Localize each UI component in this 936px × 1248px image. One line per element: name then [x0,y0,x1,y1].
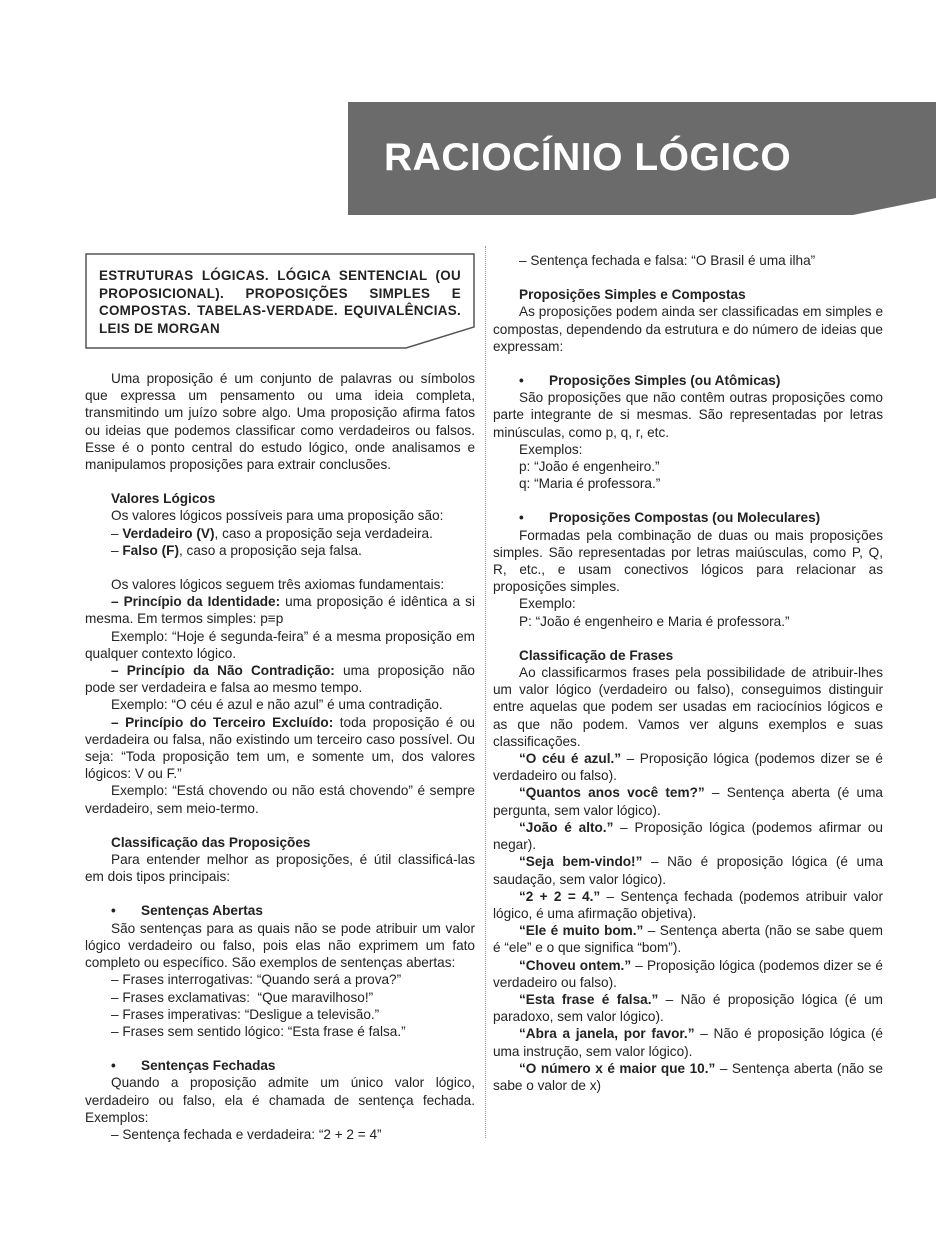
intro-paragraph: Uma proposição é um conjunto de palavras ou símbolos que expressa um pensamento ou uma ideia completa, transmitindo um juízo sobre algo. Uma proposição afirma fatos ou ideias que podemos classificar como verdadeiros ou falsos. Esse é o ponto central do estudo lógico, onde analisamos e manipulamos proposições para extrair conclusões. [85,371,475,473]
left-column [85,370,475,1143]
bullet-heading: • Proposições Simples (ou Atômicas) [519,373,781,389]
list-item: – Verdadeiro (V), caso a proposição seja verdadeira. [111,525,433,541]
right-column [493,252,883,1094]
example-item: “Seja bem-vindo!” – Não é proposição lógica (é uma saudação, sem valor lógico). [493,854,884,887]
example-item: “Ele é muito bom.” – Sentença aberta (não se sabe quem é “ele” e o que significa “bom”). [493,923,884,956]
list-item: – Falso (F), caso a proposição seja falsa. [111,542,362,558]
bullet-icon: • [519,373,524,389]
paragraph: Os valores lógicos seguem três axiomas fundamentais: [111,577,445,593]
paragraph: – Princípio da Identidade: uma proposição é idêntica a si mesma. Em termos simples: p≡p [85,594,475,627]
paragraph: Exemplo: “Está chovendo ou não está chovendo” é sempre verdadeiro, sem meio-termo. [85,783,475,816]
paragraph: Quando a proposição admite um único valor lógico, verdadeiro ou falso, ela é chamada de sentença fechada. Exemplos: [85,1075,475,1125]
example-item: “Quantos anos você tem?” – Sentença aberta (é uma pergunta, sem valor lógico). [493,785,883,818]
example-item: “Abra a janela, por favor.” – Não é proposição lógica (é uma instrução, sem valor lógico). [493,1026,883,1059]
paragraph: São sentenças para as quais não se pode atribuir um valor lógico verdadeiro ou falso, pois elas não exprimem um fato completo ou específico. São exemplos de sentenças abertas: [85,920,475,971]
example-item: “O céu é azul.” – Proposição lógica (podemos dizer se é verdadeiro ou falso). [493,751,883,784]
bullet-heading: • Sentenças Fechadas [111,1058,276,1074]
bullet-heading: • Proposições Compostas (ou Moleculares) [519,510,821,526]
paragraph: Exemplo: “Hoje é segunda-feira” é a mesma proposição em qualquer contexto lógico. [85,628,475,661]
paragraph: As proposições podem ainda ser classificadas em simples e compostas, dependendo da estrutura e do número de ideias que expressam: [493,304,883,354]
paragraph: Exemplo: “O céu é azul e não azul” é uma contradição. [111,697,443,713]
header-banner [348,102,936,215]
section-heading: Classificação das Proposições [111,834,311,850]
example-item: “Choveu ontem.” – Proposição lógica (podemos dizer se é verdadeiro ou falso). [493,957,883,990]
section-heading: Classificação de Frases [519,647,674,663]
paragraph: Exemplo: [519,596,576,612]
list-item: P: “João é engenheiro e Maria é professora.” [519,613,790,629]
list-item: q: “Maria é professora.” [519,476,661,492]
section-heading: Proposições Simples e Compostas [519,287,746,303]
paragraph: Exemplos: [519,441,583,457]
list-item: p: “João é engenheiro.” [519,459,660,475]
paragraph: Ao classificarmos frases pela possibilidade de atribuir-lhes um valor lógico (verdadeiro ou falso), conseguimos distinguir entre aquelas que podem ser usadas em raciocínios lógicos e as que não podem. Vamos ver alguns exemplos e suas classificações. [493,665,883,749]
list-item: – Sentença fechada e verdadeira: “2 + 2 = 4” [111,1126,382,1142]
topic-box [85,253,475,349]
bullet-heading: • Sentenças Abertas [111,903,263,919]
paragraph: – Princípio do Terceiro Excluído: toda proposição é ou verdadeira ou falsa, não existindo um terceiro caso possível. Ou seja: “Toda proposição tem um, e somente um, dos valores lógicos: V ou F.” [85,714,475,782]
paragraph: São proposições que não contêm outras proposições como parte integrante de si mesmas. São representadas por letras minúsculas, como p, q, r, etc. [493,390,883,440]
list-item: – Frases exclamativas: “Que maravilhoso!” [111,989,374,1005]
example-item: “João é alto.” – Proposição lógica (podemos afirmar ou negar). [493,819,883,853]
topic-box-text: ESTRUTURAS LÓGICAS. LÓGICA SENTENCIAL (OU PROPOSICIONAL). PROPOSIÇÕES SIMPLES E COMPOSTAS. TABELAS-VERDADE. EQUIVALÊNCIAS. LEIS DE MORGAN [99,268,461,336]
paragraph: Os valores lógicos possíveis para uma proposição são: [111,508,444,524]
section-heading: Valores Lógicos [111,491,216,507]
page-title: RACIOCÍNIO LÓGICO [384,136,792,179]
example-item: “Esta frase é falsa.” – Não é proposição lógica (é um paradoxo, sem valor lógico). [493,991,883,1025]
bullet-icon: • [111,1058,116,1074]
example-item: “2 + 2 = 4.” – Sentença fechada (podemos atribuir valor lógico, é uma afirmação objetiva). [493,888,883,921]
bullet-icon: • [519,510,524,526]
paragraph: Para entender melhor as proposições, é útil classificá-las em dois tipos principais: [85,852,475,885]
column-divider [485,246,486,1138]
paragraph: Formadas pela combinação de duas ou mais proposições simples. São representadas por letras maiúsculas, como P, Q, R, etc., e usam conectivos lógicos para relacionar as proposições simples. [493,527,883,595]
bullet-icon: • [111,903,116,919]
list-item: – Frases sem sentido lógico: “Esta frase é falsa.” [111,1023,406,1039]
list-item: – Frases interrogativas: “Quando será a prova?” [111,972,402,988]
paragraph: – Princípio da Não Contradição: uma proposição não pode ser verdadeira e falsa ao mesmo tempo. [85,663,475,696]
list-item: – Sentença fechada e falsa: “O Brasil é uma ilha” [519,253,816,268]
list-item: – Frases imperativas: “Desligue a televisão.” [111,1006,380,1022]
example-item: “O número x é maior que 10.” – Sentença aberta (não se sabe o valor de x) [493,1060,883,1093]
